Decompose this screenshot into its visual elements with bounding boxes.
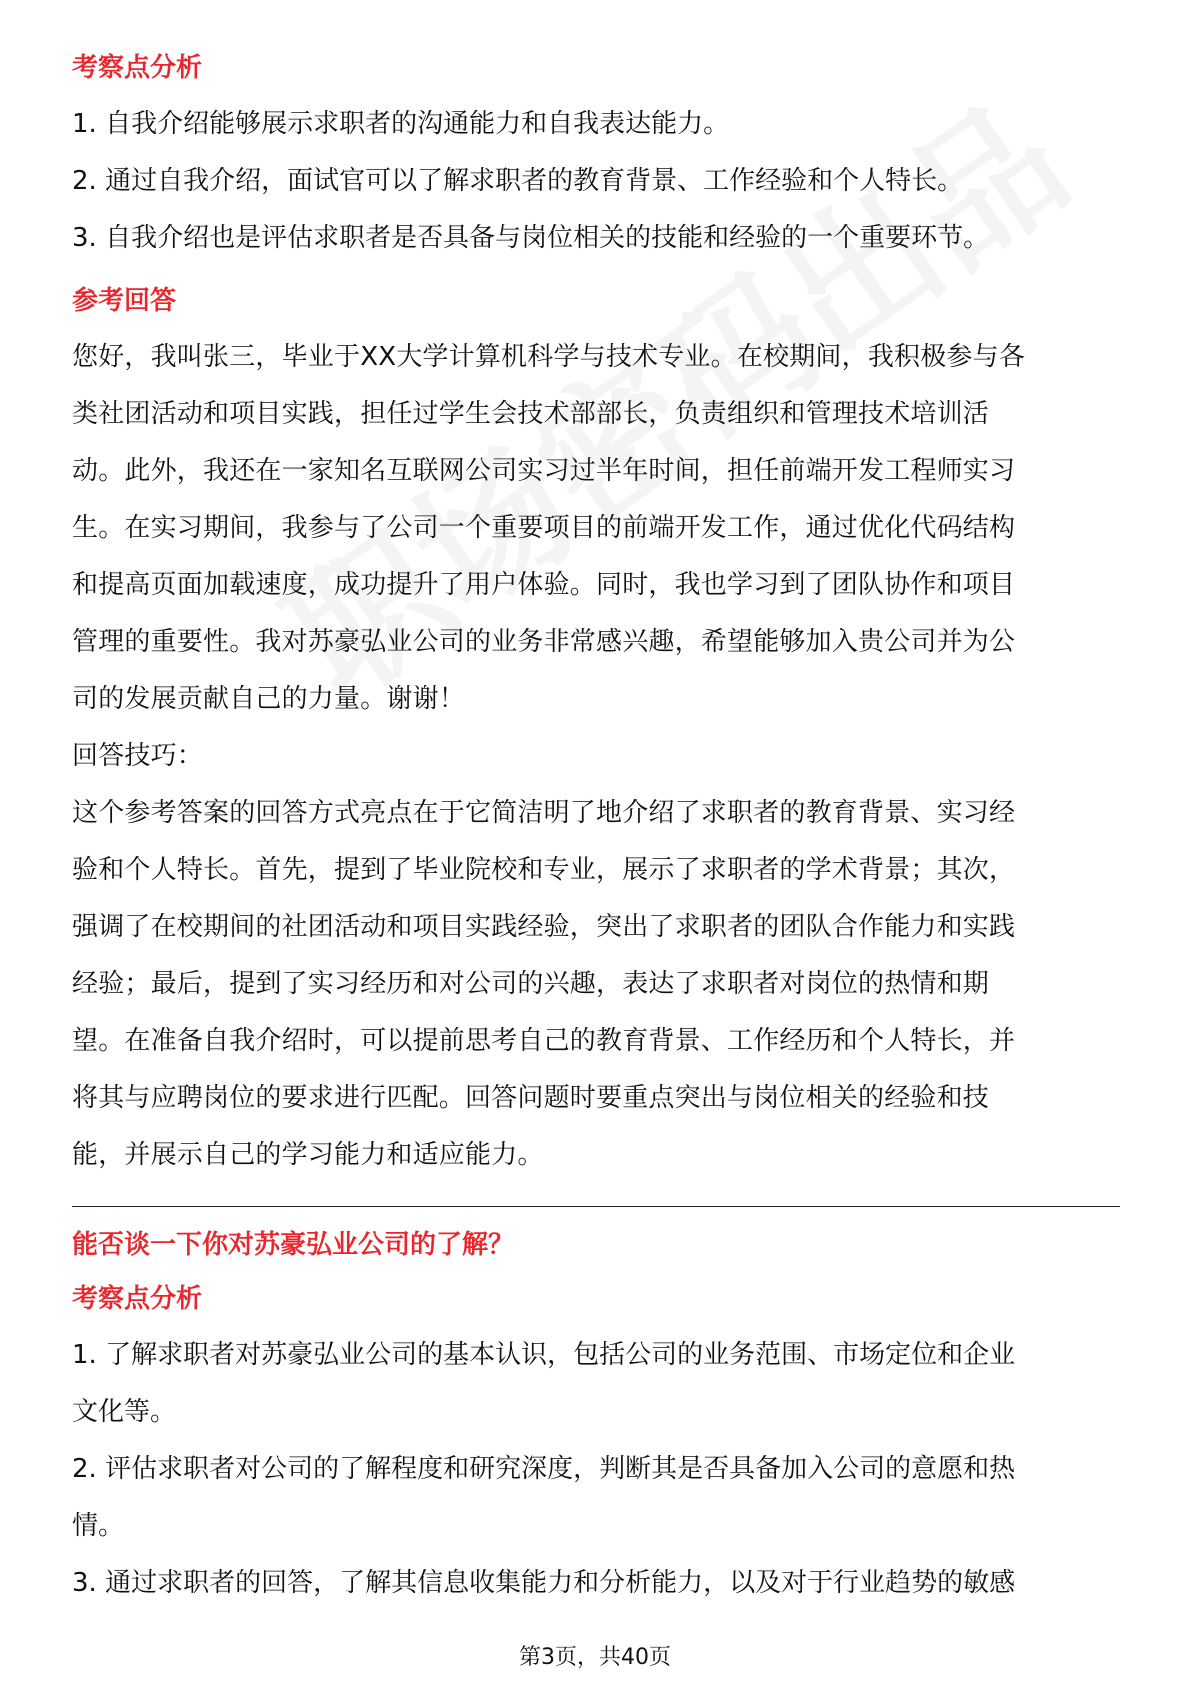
analysis-item: 1. 自我介绍能够展示求职者的沟通能力和自我表达能力。 <box>72 109 730 139</box>
answer-line: 动。此外，我还在一家知名互联网公司实习过半年时间，担任前端开发工程师实习 <box>72 456 1016 486</box>
analysis-item: 2. 评估求职者对公司的了解程度和研究深度，判断其是否具备加入公司的意愿和热 <box>72 1454 1016 1484</box>
tips-line: 能，并展示自己的学习能力和适应能力。 <box>72 1140 544 1170</box>
page-number-footer: 第3页，共40页 <box>519 1645 671 1670</box>
analysis-item: 3. 通过求职者的回答，了解其信息收集能力和分析能力，以及对于行业趋势的敏感 <box>72 1568 1016 1598</box>
tips-line: 经验；最后，提到了实习经历和对公司的兴趣，表达了求职者对岗位的热情和期 <box>72 969 990 999</box>
tips-label: 回答技巧： <box>72 741 204 771</box>
answer-line: 管理的重要性。我对苏豪弘业公司的业务非常感兴趣，希望能够加入贵公司并为公 <box>72 627 1016 657</box>
tips-line: 望。在准备自我介绍时，可以提前思考自己的教育背景、工作经历和个人特长，并 <box>72 1026 1016 1056</box>
page-content <box>72 48 1120 1612</box>
tips-line: 这个参考答案的回答方式亮点在于它简洁明了地介绍了求职者的教育背景、实习经 <box>72 798 1016 828</box>
section-divider <box>72 1206 1120 1207</box>
section-heading-analysis: 考察点分析 <box>72 1284 203 1314</box>
analysis-item: 1. 了解求职者对苏豪弘业公司的基本认识，包括公司的业务范围、市场定位和企业 <box>72 1340 1016 1370</box>
answer-line: 司的发展贡献自己的力量。谢谢！ <box>72 684 466 714</box>
section-heading-analysis: 考察点分析 <box>72 53 203 83</box>
answer-line: 类社团活动和项目实践，担任过学生会技术部部长，负责组织和管理技术培训活 <box>72 399 990 429</box>
tips-line: 将其与应聘岗位的要求进行匹配。回答问题时要重点突出与岗位相关的经验和技 <box>72 1083 990 1113</box>
analysis-item: 2. 通过自我介绍，面试官可以了解求职者的教育背景、工作经验和个人特长。 <box>72 166 964 196</box>
answer-line: 您好，我叫张三，毕业于XX大学计算机科学与技术专业。在校期间，我积极参与各 <box>72 342 1026 372</box>
analysis-item: 3. 自我介绍也是评估求职者是否具备与岗位相关的技能和经验的一个重要环节。 <box>72 223 990 253</box>
tips-line: 强调了在校期间的社团活动和项目实践经验，突出了求职者的团队合作能力和实践 <box>72 912 1016 942</box>
answer-line: 和提高页面加载速度，成功提升了用户体验。同时，我也学习到了团队协作和项目 <box>72 570 1016 600</box>
answer-line: 生。在实习期间，我参与了公司一个重要项目的前端开发工作，通过优化代码结构 <box>72 513 1016 543</box>
section-heading-reference-answer: 参考回答 <box>72 286 177 316</box>
tips-line: 验和个人特长。首先，提到了毕业院校和专业，展示了求职者的学术背景；其次， <box>72 855 1016 885</box>
analysis-item-continuation: 情。 <box>72 1511 125 1541</box>
analysis-item-continuation: 文化等。 <box>72 1397 177 1427</box>
question-title: 能否谈一下你对苏豪弘业公司的了解？ <box>72 1230 515 1260</box>
